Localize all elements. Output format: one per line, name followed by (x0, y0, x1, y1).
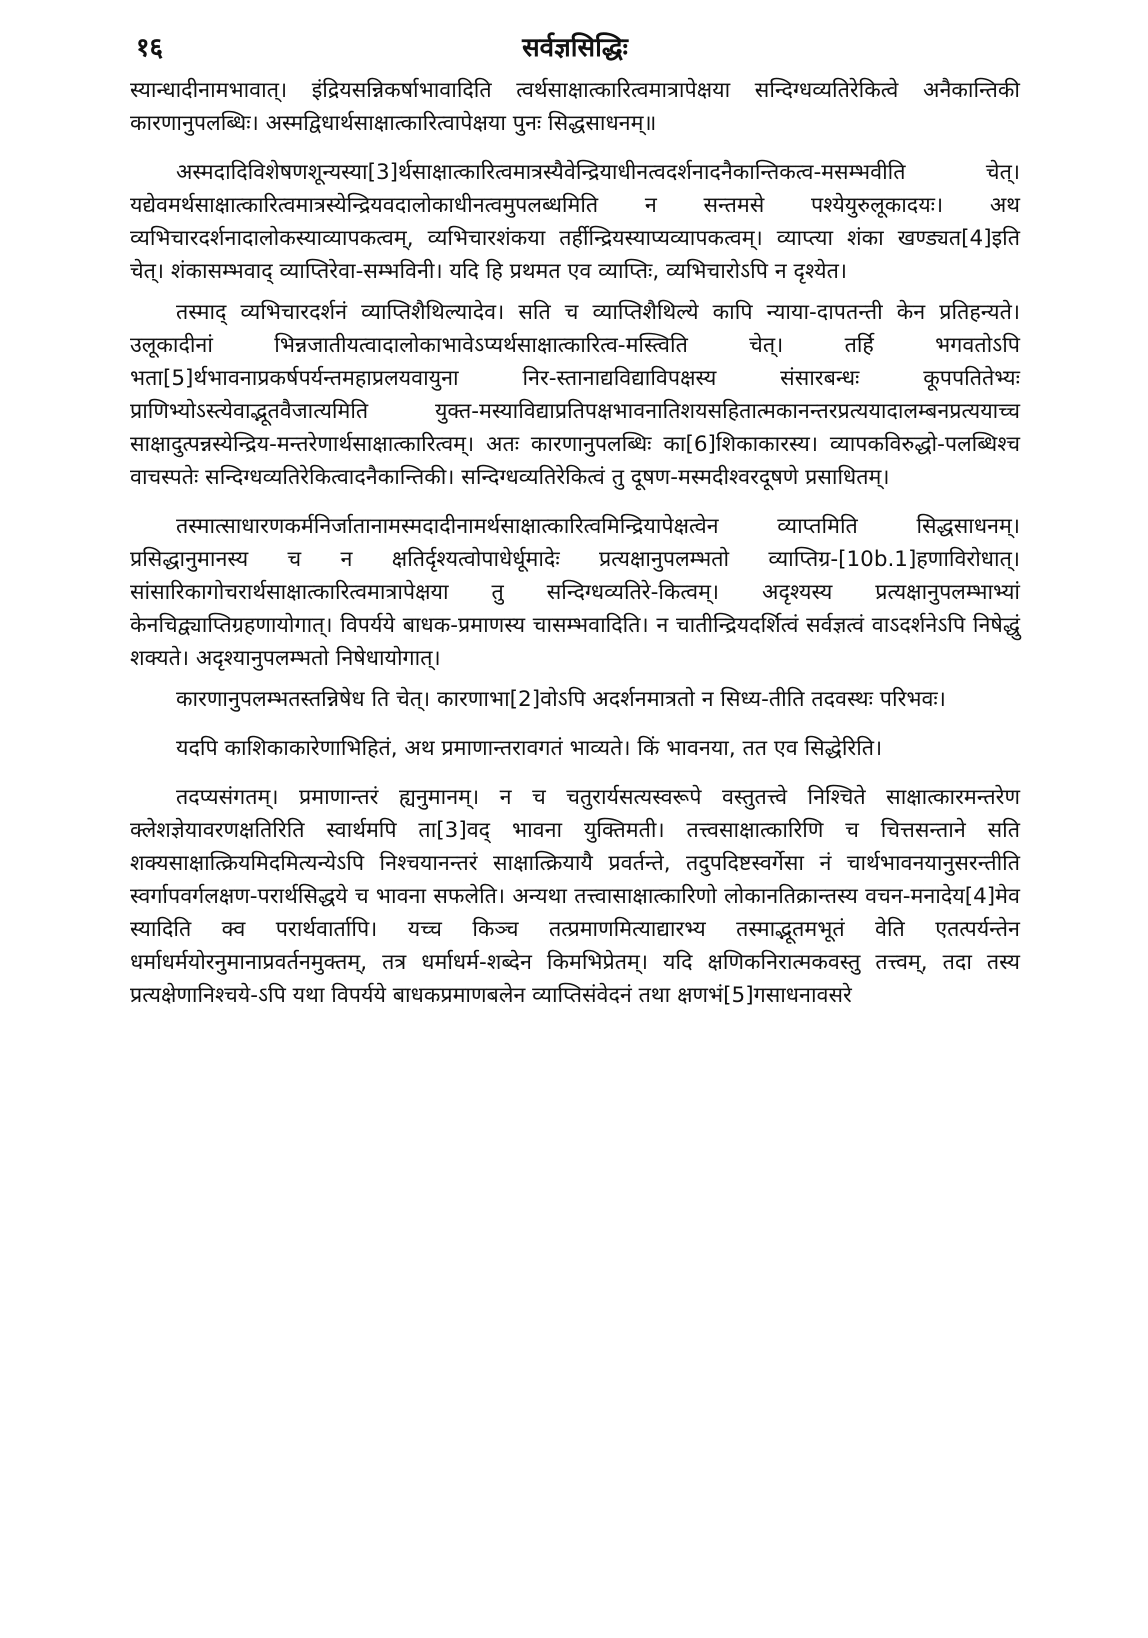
running-title: सर्वज्ञसिद्धिः (522, 33, 628, 63)
page-header (130, 22, 1020, 74)
paragraph-3: तस्माद् व्यभिचारदर्शनं व्याप्तिशैथिल्यादेव। सति च व्याप्तिशैथिल्ये कापि न्याया-दापतन्ती केन प्रतिहन्यते। उलूकादीनां भिन्नजातीयत्वादालोकाभावेऽप्यर्थसाक्षात्कारित्व-मस्त्विति चेत्। तर्हि भगवतोऽपि भता[5]र्थभावनाप्रकर्षपर्यन्तमहाप्रलयवायुना निर-स्तानाद्यविद्याविपक्षस्य संसारबन्धः कूपपतितेभ्यः प्राणिभ्योऽस्त्येवाद्भूतवैजात्यमिति युक्त-मस्याविद्याप्रतिपक्षभावनातिशयसहितात्मकानन्तरप्रत्ययादालम्बनप्रत्ययाच्च साक्षादुत्पन्नस्येन्द्रिय-मन्तरेणार्थसाक्षात्कारित्वम्। अतः कारणानुपलब्धिः का[6]शिकाकारस्य। व्यापकविरुद्धो-पलब्धिश्च वाचस्पतेः सन्दिग्धव्यतिरेकित्वादनैकान्तिकी। सन्दिग्धव्यतिरेकित्वं तु दूषण-मस्मदीश्वरदूषणे प्रसाधितम्। (130, 300, 1020, 490)
paragraph-2: अस्मदादिविशेषणशून्यस्या[3]र्थसाक्षात्कारित्वमात्रस्यैवेन्द्रियाधीनत्वदर्शनादनैकान्तिकत्व-मसम्भवीति चेत्। यद्येवमर्थसाक्षात्कारित्वमात्रस्येन्द्रियवदालोकाधीनत्वमुपलब्धमिति न सन्तमसे पश्येयुरुलूकादयः। अथ व्यभिचारदर्शनादालोकस्याव्यापकत्वम्, व्यभिचारशंकया तर्हीन्द्रियस्याप्यव्यापकत्वम्। व्याप्त्या शंका खण्ड्यत[4]इति चेत्। शंकासम्भवाद् व्याप्तिरेवा-सम्भविनी। यदि हि प्रथमत एव व्याप्तिः, व्यभिचारोऽपि न दृश्येत। (130, 160, 1020, 284)
book-page (130, 22, 1020, 1012)
paragraph-5: कारणानुपलम्भतस्तन्निषेध ति चेत्। कारणाभा[2]वोऽपि अदर्शनमात्रतो न सिध्य-तीति तदवस्थः परिभवः। (176, 687, 946, 712)
paragraph-1: स्यान्धादीनामभावात्। इंद्रियसन्निकर्षाभावादिति त्वर्थसाक्षात्कारित्वमात्रापेक्षया सन्दिग्धव्यतिरेकित्वे अनैकान्तिकी कारणानुपलब्धिः। अस्मद्विधार्थसाक्षात्कारित्वापेक्षया पुनः सिद्धसाधनम्॥ (130, 78, 1020, 136)
paragraph-6: यदपि काशिकाकारेणाभिहितं, अथ प्रमाणान्तरावगतं भाव्यते। किं भावनया, तत एव सिद्धेरिति। (176, 736, 883, 761)
paragraph-7: तदप्यसंगतम्। प्रमाणान्तरं ह्यनुमानम्। न च चतुरार्यसत्यस्वरूपे वस्तुतत्त्वे निश्चिते साक्षात्कारमन्तरेण क्लेशज्ञेयावरणक्षतिरिति स्वार्थमपि ता[3]वद् भावना युक्तिमती। तत्त्वसाक्षात्कारिणि च चित्तसन्ताने सति शक्यसाक्षात्क्रियमिदमित्यन्येऽपि निश्चयानन्तरं साक्षात्क्रियायै प्रवर्तन्ते, तदुपदिष्टस्वर्गेसा नं चार्थभावनयानुसरन्तीति स्वर्गापवर्गलक्षण-परार्थसिद्धये च भावना सफलेति। अन्यथा तत्त्वासाक्षात्कारिणो लोकानतिक्रान्तस्य वचन-मनादेय[4]मेव स्यादिति क्व परार्थवार्तापि। यच्च किञ्च तत्प्रमाणमित्याद्यारभ्य तस्माद्भूतमभूतं वेति एतत्पर्यन्तेन धर्माधर्मयोरनुमानाप्रवर्तनमुक्तम्, तत्र धर्माधर्म-शब्देन किमभिप्रेतम्। यदि क्षणिकनिरात्मकवस्तु तत्त्वम्, तदा तस्य प्रत्यक्षेणानिश्चये-ऽपि यथा विपर्यये बाधकप्रमाणबलेन व्याप्तिसंवेदनं तथा क्षणभं[5]गसाधनावसरे (130, 785, 1020, 1008)
paragraph-4: तस्मात्साधारणकर्मनिर्जातानामस्मदादीनामर्थसाक्षात्कारित्वमिन्द्रियापेक्षत्वेन व्याप्तमिति सिद्धसाधनम्। प्रसिद्धानुमानस्य च न क्षतिर्दृश्यत्वोपाधेर्धूमादेः प्रत्यक्षानुपलम्भतो व्याप्तिग्र-[10b.1]हणाविरोधात्। सांसारिकागोचरार्थसाक्षात्कारित्वमात्रापेक्षया तु सन्दिग्धव्यतिरे-कित्वम्। अदृश्यस्य प्रत्यक्षानुपलम्भाभ्यां केनचिद्व्याप्तिग्रहणायोगात्। विपर्यये बाधक-प्रमाणस्य चासम्भवादिति। न चातीन्द्रियदर्शित्वं सर्वज्ञत्वं वाऽदर्शनेऽपि निषेद्धुं शक्यते। अदृश्यानुपलम्भतो निषेधायोगात्। (130, 514, 1020, 671)
page-number: १६ (136, 33, 164, 63)
